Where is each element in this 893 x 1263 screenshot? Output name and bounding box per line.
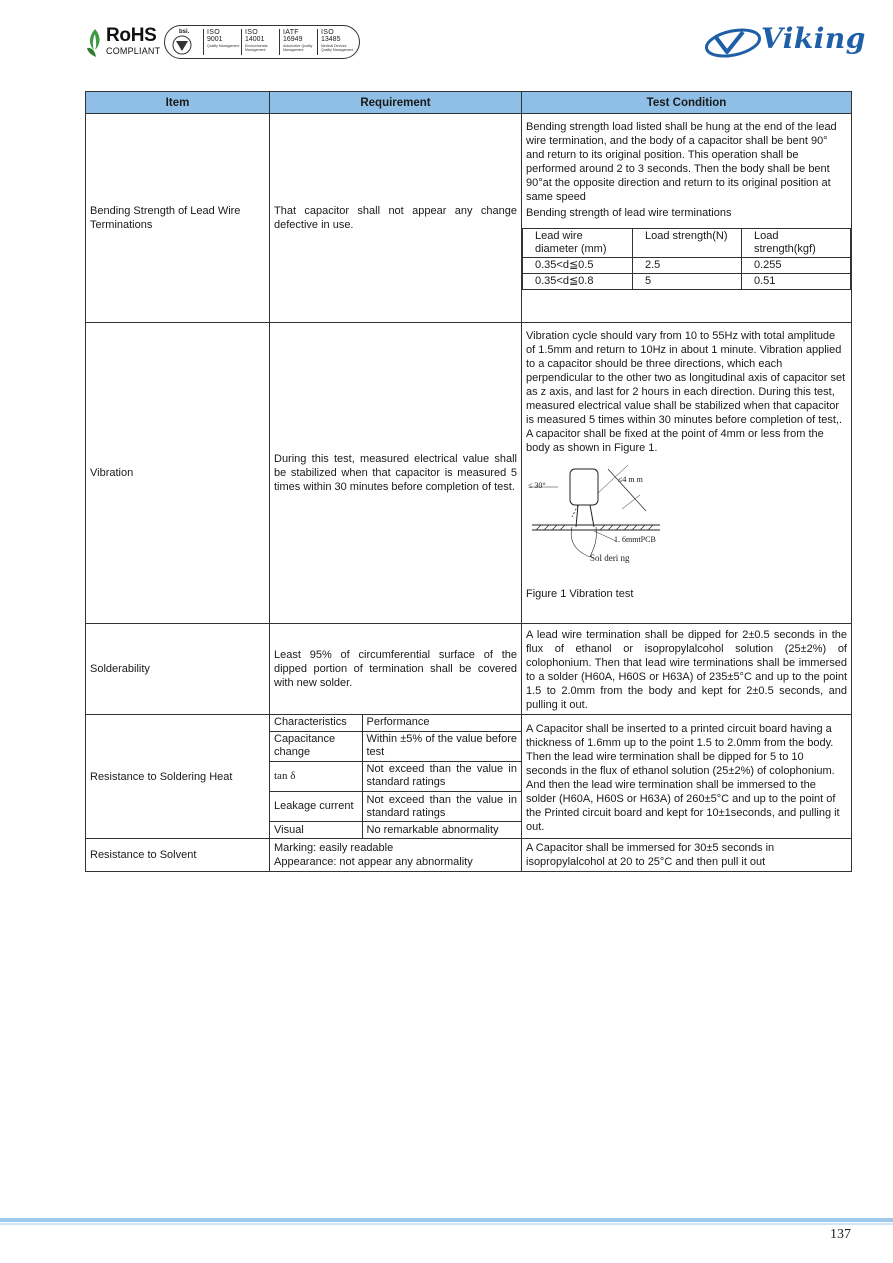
load-header-diameter: Lead wire diameter (mm) xyxy=(523,229,633,258)
condition-text: Bending strength load listed shall be hung at the end of the lead wire termination, and the body of a capacitor shall be bent 90° and return to its original position. This operation shall be performed around 2 to 3 seconds. Then the body shall be bent 90°at the opposite direction and return to its original position at same speed xyxy=(526,121,837,203)
perf-cell: tan δ xyxy=(270,761,362,791)
table-row xyxy=(270,731,521,761)
rohs-title: RoHS xyxy=(106,25,157,46)
table-row xyxy=(270,822,521,838)
table-row xyxy=(270,715,521,731)
perf-cell: Not exceed than the value in standard ratings xyxy=(362,792,521,822)
condition-text: Vibration cycle should vary from 10 to 55Hz with total amplitude of 1.5mm and return to 10Hz in about 1 minute. Vibration applied to a capacitor should be three directions, which each perpendicular to the other two as longitudinal axis of capacitor set as z axis, and last for 2 hours in each direction. During this test, measured electrical value shall be stabilized when that capacitor is measured 5 times within 30 minutes before completion of test,. A capacitor shall be fixed at the point of 4mm or less from the body as shown in Figure 1. xyxy=(526,330,846,454)
vibration-figure xyxy=(528,465,668,575)
condition-cell: A Capacitor shall be immersed for 30±5 seconds in isopropylalcohol at 20 to 25°C and then pull it out xyxy=(522,839,852,872)
footer-rule-light xyxy=(0,1223,893,1225)
bsi-logo xyxy=(171,29,197,55)
footer-rule xyxy=(0,1218,893,1222)
item-cell: Resistance to Soldering Heat xyxy=(86,715,270,839)
condition-cell xyxy=(522,323,852,624)
item-cell: Solderability xyxy=(86,624,270,715)
viking-logo xyxy=(703,22,866,62)
page-number: 137 xyxy=(830,1227,851,1242)
requirement-cell xyxy=(270,715,522,839)
certification-badges xyxy=(164,25,360,59)
requirement-line: Appearance: not appear any abnormality xyxy=(274,856,473,868)
perf-cell: Visual xyxy=(270,822,362,838)
load-cell: 0.35<d≦0.8 xyxy=(523,274,633,290)
perf-cell: Within ±5% of the value before test xyxy=(362,731,521,761)
table-row xyxy=(86,624,852,715)
table-row xyxy=(523,229,851,258)
table-row xyxy=(270,792,521,822)
leaf-icon xyxy=(86,28,104,58)
distance-label: ≤4 m m xyxy=(618,475,643,484)
bsi-label: bsi. xyxy=(179,29,190,35)
table-header-row xyxy=(86,92,852,114)
pcb-label: 1. 6mmtPCB xyxy=(614,535,656,544)
rohs-subtitle: COMPLIANT xyxy=(106,46,161,56)
load-cell: 0.35<d≦0.5 xyxy=(523,258,633,274)
perf-header-characteristics: Characteristics xyxy=(270,715,362,731)
table-row xyxy=(523,274,851,290)
soldering-label: Sol deri ng xyxy=(590,553,630,563)
load-header-kgf: Load strength(kgf) xyxy=(742,229,851,258)
item-cell: Vibration xyxy=(86,323,270,624)
table-row xyxy=(86,839,852,872)
header-item: Item xyxy=(86,92,270,114)
requirement-cell: Least 95% of circumferential surface of the dipped portion of termination shall be covered with new solder. xyxy=(270,624,522,715)
header-test-condition: Test Condition xyxy=(522,92,852,114)
load-table-title: Bending strength of lead wire terminations xyxy=(526,207,732,219)
viking-emblem-icon xyxy=(703,24,763,60)
condition-cell: A lead wire termination shall be dipped for 2±0.5 seconds in the flux of ethanol or isopropylalcohol solution (25±2%) of colophonium. Then that lead wire terminations shall be immersed to a solder (H60A, H60S or H63A) of 235±5°C and up to the point 1.5 to 2.0mm from the body and kept for 2±0.5 seconds, and pulling it out. xyxy=(522,624,852,715)
requirement-cell: During this test, measured electrical value shall be stabilized when that capacitor is measured 5 times within 30 minutes before completion of test. xyxy=(270,323,522,624)
condition-cell: A Capacitor shall be inserted to a printed circuit board having a thickness of 1.6mm up to the point 1.5 to 2.0mm from the body. Then the lead wire termination shall be dipped for 5 to 10 seconds in the flux of ethanol solution (25±2%) of colophonium. And then the lead wire termination shall be immersed to the solder (H60A, H60S or H63A) of 260±5°C and up to the point of the Printed circuit board and kept for 10±1seconds, and pulling it out. xyxy=(522,715,852,839)
item-cell: Resistance to Solvent xyxy=(86,839,270,872)
load-strength-table xyxy=(522,228,851,290)
rohs-logo xyxy=(86,25,161,60)
load-cell: 0.51 xyxy=(742,274,851,290)
perf-header-performance: Performance xyxy=(362,715,521,731)
header-requirement: Requirement xyxy=(270,92,522,114)
cert-iso-13485: ISO 13485 Medical Devices Quality Management xyxy=(317,29,357,55)
table-row xyxy=(86,114,852,323)
cert-iso-14001: ISO 14001 Environmental Management xyxy=(241,29,281,55)
requirement-cell xyxy=(270,839,522,872)
condition-cell xyxy=(522,114,852,323)
load-cell: 2.5 xyxy=(633,258,742,274)
figure-caption: Figure 1 Vibration test xyxy=(526,588,634,600)
performance-table xyxy=(270,715,521,838)
bsi-kitemark-icon xyxy=(171,33,197,59)
requirement-cell: That capacitor shall not appear any change defective in use. xyxy=(270,114,522,323)
load-cell: 0.255 xyxy=(742,258,851,274)
page-header xyxy=(86,22,866,64)
cert-iso-9001: ISO 9001 Quality Management xyxy=(203,29,243,55)
load-cell: 5 xyxy=(633,274,742,290)
table-row xyxy=(270,761,521,791)
perf-cell: Not exceed than the value in standard ratings xyxy=(362,761,521,791)
perf-cell: Capacitance change xyxy=(270,731,362,761)
requirement-line: Marking: easily readable xyxy=(274,842,394,854)
load-header-newton: Load strength(N) xyxy=(633,229,742,258)
table-row xyxy=(86,323,852,624)
item-cell: Bending Strength of Lead Wire Terminations xyxy=(86,114,270,323)
table-row xyxy=(86,715,852,839)
perf-cell: No remarkable abnormality xyxy=(366,823,499,836)
brand-name: Viking xyxy=(761,22,866,55)
cert-iatf-16949: IATF 16949 Automotive Quality Management xyxy=(279,29,319,55)
table-row xyxy=(523,258,851,274)
perf-cell: Leakage current xyxy=(270,792,362,822)
angle-label: ≤ 30° xyxy=(528,481,546,490)
specification-table xyxy=(85,91,852,872)
